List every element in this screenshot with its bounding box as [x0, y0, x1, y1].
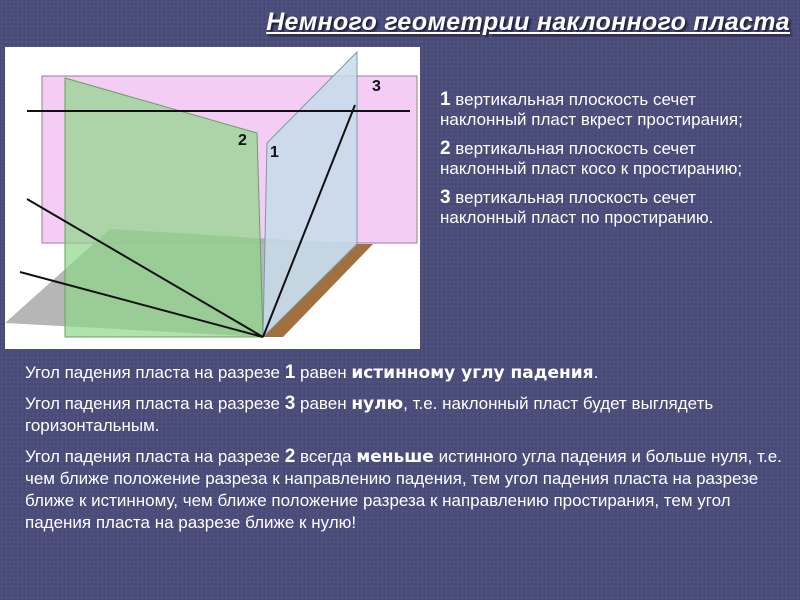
text-run: всегда: [295, 447, 357, 466]
section-label-3: 3: [372, 78, 381, 95]
section-label-2: 2: [238, 132, 247, 149]
legend-text: вертикальная плоскость сечет наклонный пласт косо к простиранию;: [440, 139, 743, 178]
legend-number: 2: [440, 138, 451, 159]
section-number: 1: [284, 362, 296, 383]
explanation-text: [25, 362, 785, 543]
paragraph-section-1: [25, 362, 785, 384]
text-run: , т.е. наклонный пласт будет выглядеть горизонтальным.: [25, 394, 714, 435]
text-run: .: [593, 363, 599, 382]
text-run: Угол падения пласта на разрезе: [25, 363, 285, 382]
text-run: истинного угла падения и больше нуля, т.е. чем ближе положение разреза к направлению падения, тем угол падения пласта на разрезе ближе к истинному, чем ближе положение разреза к направлению простирания, тем угол падения пласта на разрезе ближе к нулю!: [25, 447, 782, 532]
legend-number: 3: [440, 187, 451, 208]
text-run: равен: [295, 363, 352, 382]
section-label-1: 1: [270, 144, 279, 161]
section-number: 3: [284, 393, 296, 414]
slide-title: Немного геометрии наклонного пласта: [266, 8, 790, 36]
legend-text: вертикальная плоскость сечет наклонный пласт вкрест простирания;: [440, 90, 743, 129]
legend-item-3: [440, 188, 785, 228]
paragraph-section-3: [25, 393, 785, 437]
legend-item-1: [440, 90, 785, 130]
emphasis: истинному углу падения: [351, 363, 594, 383]
legend-item-2: [440, 139, 785, 179]
paragraph-section-2: [25, 446, 785, 534]
emphasis: меньше: [356, 447, 434, 467]
inclined-bed-diagram: [5, 47, 420, 349]
legend-number: 1: [440, 89, 451, 110]
emphasis: нулю: [351, 394, 404, 414]
section-legend: [440, 90, 785, 237]
text-run: равен: [295, 394, 352, 413]
geometry-figure: [5, 47, 420, 349]
text-run: Угол падения пласта на разрезе: [25, 447, 285, 466]
text-run: Угол падения пласта на разрезе: [25, 394, 285, 413]
section-number: 2: [284, 446, 296, 467]
legend-text: вертикальная плоскость сечет наклонный пласт по простиранию.: [440, 188, 714, 227]
